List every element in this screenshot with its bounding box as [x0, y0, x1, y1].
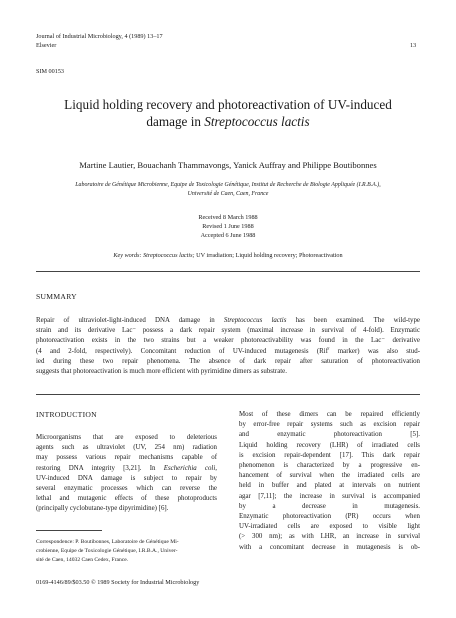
- correspondence-line-3: sité de Caen, 14032 Caen Cedex, France.: [36, 557, 129, 563]
- correspondence-line-1: Correspondence: P. Boutibonnes, Laboratoire de Génétique Mi-: [36, 539, 179, 545]
- received-date: Received 8 March 1988: [198, 214, 258, 221]
- introduction-right-line: (> 300 nm); as with LHR, an increase in survival: [239, 533, 420, 541]
- introduction-left-line: agents such as ultraviolet (UV, 254 nm) radiation: [36, 444, 217, 452]
- introduction-left-line: Microorganisms that are exposed to deleterious: [36, 434, 217, 441]
- introduction-right-line: held in buffer and plated at intervals on nutrient: [239, 482, 420, 490]
- summary-body: [36, 316, 420, 377]
- keywords-list: UV irradiation; Liquid holding recovery; Photoreactivation: [194, 252, 343, 259]
- introduction-right-line: agar [7,11]; the increase in survival is accompanied: [239, 492, 420, 500]
- title-line-1: Liquid holding recovery and photoreactivation of UV-induced: [64, 97, 392, 112]
- affiliation-line-2: Université de Caen, Caen, France: [187, 191, 269, 197]
- accepted-date: Accepted 6 June 1988: [200, 232, 256, 239]
- introduction-left-line: lethal and mutagenic effects of these photoproducts: [36, 495, 217, 503]
- summary-line: suggests that photoreactivation is much more efficient with pyrimidine dimers as substrate.: [36, 368, 287, 376]
- introduction-right-line: phenomenon is characterized by a progressive en-: [239, 462, 420, 470]
- footnote-rule: [36, 530, 102, 531]
- affiliation: [0, 181, 456, 199]
- article-dates: [0, 213, 456, 240]
- summary-line: photoreactivation exists in the two strains but a weaker photoreactivability was found in the Lac⁻ derivative: [36, 337, 420, 345]
- introduction-left-line: (principally cyclobutane-type dipyrimidine) [6].: [36, 505, 169, 513]
- introduction-right-line: hancement of survival when the irradiated cells are: [239, 472, 420, 480]
- affiliation-line-1: Laboratoire de Génétique Microbienne, Equipe de Toxicologie Génétique, Institut de Recherche de Biologie Appliquée (I.R.B.A.),: [75, 182, 381, 188]
- keywords: [0, 252, 456, 260]
- introduction-left-line: may possess various repair mechanisms capable of: [36, 454, 217, 462]
- correspondence-note: [36, 538, 217, 565]
- introduction-right-column: [239, 410, 420, 553]
- title-line-2: damage in Streptococcus lactis: [146, 114, 310, 129]
- summary-line: ied during these two repair phenomena. The absence of dark repair after saturation of photoreactivation: [36, 357, 420, 365]
- summary-line: Repair of ultraviolet-light-induced DNA damage in Streptococcus lactis has been examined. The wild-type: [36, 317, 420, 324]
- introduction-right-line: UV-irradiated cells are exposed to visible light: [239, 523, 420, 531]
- correspondence-line-2: crobienne, Equipe de Toxicologie Génétique, I.R.B.A., Univer-: [36, 548, 178, 554]
- introduction-right-line: Liquid holding recovery (LHR) of irradiated cells: [239, 441, 420, 449]
- introduction-heading: INTRODUCTION: [36, 410, 97, 419]
- introduction-right-line: Enzymatic photoreactivation (PR) occurs when: [239, 513, 420, 521]
- sim-id: SIM 00153: [36, 68, 65, 75]
- summary-heading: SUMMARY: [36, 292, 77, 301]
- introduction-left-line: several enzymatic processes which can reverse the: [36, 485, 217, 493]
- summary-line: strain and its derivative Lac⁻ possess a dark repair system (maximal increase in survival of 4-fold). Enzymatic: [36, 327, 420, 335]
- introduction-right-line: with a concomitant decrease in mutagenesis is ob-: [239, 543, 420, 551]
- introduction-right-line: by error-free repair systems such as excision repair: [239, 421, 420, 429]
- revised-date: Revised 1 June 1988: [202, 223, 254, 230]
- introduction-right-line: is excision repair-dependent [17]. This dark repair: [239, 451, 420, 459]
- publisher: Elsevier: [36, 42, 57, 49]
- title-species: Streptococcus lactis: [204, 114, 310, 129]
- introduction-right-line: and enzymatic photoreactivation [5].: [239, 431, 420, 439]
- introduction-left-line: restoring DNA integrity [3,21]. In Escherichia coli,: [36, 464, 217, 472]
- rule-bottom: [36, 394, 420, 395]
- page-number: 13: [410, 42, 417, 49]
- journal-citation: Journal of Industrial Microbiology, 4 (1989) 13–17: [36, 33, 163, 40]
- keywords-species: Streptococcus lactis;: [143, 252, 195, 259]
- authors: Martine Lautier, Bouachanh Thammavongs, Yanick Auffray and Philippe Boutibonnes: [79, 160, 377, 170]
- copyright-footer: 0169-4146/89/$03.50 © 1989 Society for Industrial Microbiology: [36, 579, 200, 586]
- article-title: [0, 96, 456, 130]
- rule-top: [36, 271, 420, 272]
- summary-line: (4 and 2-fold, respectively). Concomitant reduction of UV-induced mutagenesis (Rif$^r$ marker) was also stud-: [36, 345, 421, 355]
- keywords-label: Key words:: [113, 252, 142, 259]
- introduction-left-column: [36, 433, 217, 515]
- introduction-right-line: Most of these dimers can be repaired efficiently: [239, 411, 420, 418]
- introduction-left-line: UV-induced DNA damage is subject to repair by: [36, 474, 217, 482]
- introduction-right-line: by a decrease in mutagenesis.: [239, 502, 420, 510]
